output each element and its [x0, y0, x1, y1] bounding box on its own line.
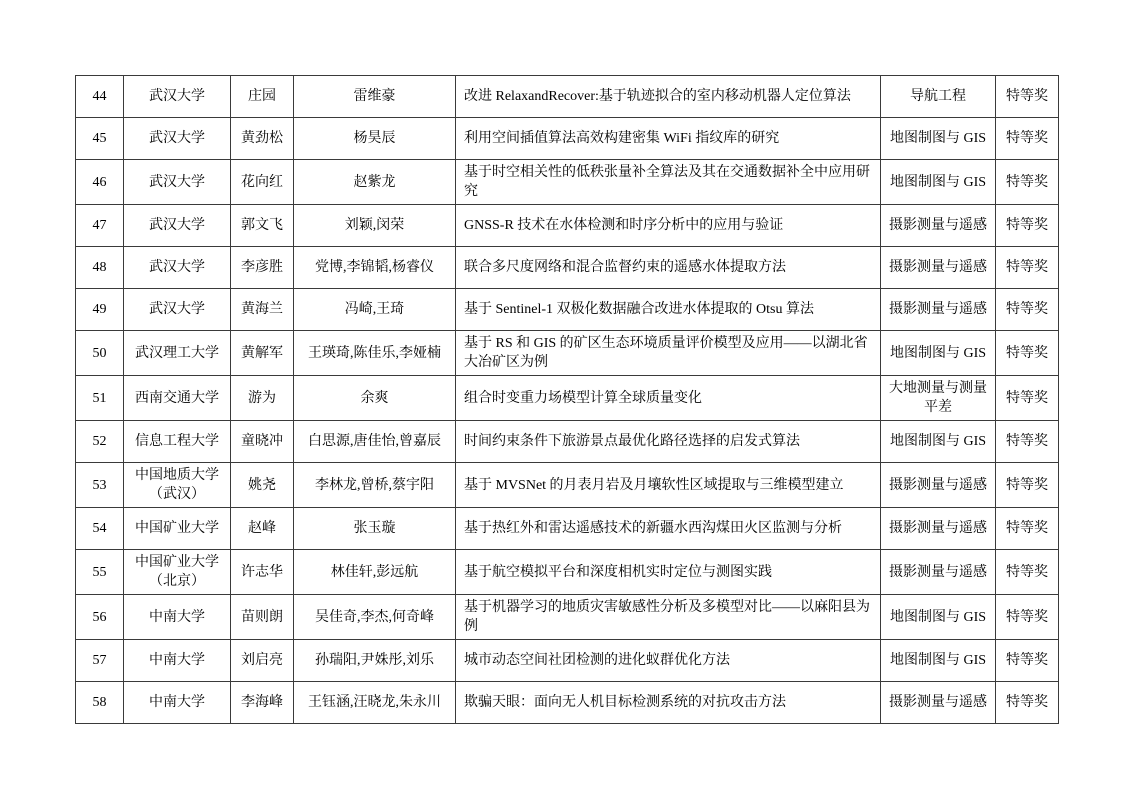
cell-index: 52: [76, 421, 124, 463]
cell-award: 特等奖: [996, 595, 1059, 640]
cell-title: 组合时变重力场模型计算全球质量变化: [456, 376, 881, 421]
cell-advisor: 姚尧: [231, 463, 294, 508]
table-row: [76, 421, 1059, 463]
cell-title: 联合多尺度网络和混合监督约束的遥感水体提取方法: [456, 247, 881, 289]
cell-university: 中南大学: [124, 682, 231, 724]
cell-category: 地图制图与 GIS: [881, 640, 996, 682]
cell-category: 摄影测量与遥感: [881, 205, 996, 247]
cell-category: 地图制图与 GIS: [881, 595, 996, 640]
cell-students: 白思源,唐佳怡,曾嘉辰: [294, 421, 456, 463]
cell-advisor: 李海峰: [231, 682, 294, 724]
cell-university: 中国地质大学（武汉）: [124, 463, 231, 508]
cell-title: 基于热红外和雷达遥感技术的新疆水西沟煤田火区监测与分析: [456, 508, 881, 550]
cell-category: 地图制图与 GIS: [881, 331, 996, 376]
cell-award: 特等奖: [996, 289, 1059, 331]
cell-university: 武汉大学: [124, 289, 231, 331]
table-row: [76, 331, 1059, 376]
cell-students: 李林龙,曾桥,蔡宇阳: [294, 463, 456, 508]
cell-award: 特等奖: [996, 508, 1059, 550]
cell-university: 中南大学: [124, 595, 231, 640]
table-row: [76, 595, 1059, 640]
cell-index: 57: [76, 640, 124, 682]
cell-category: 摄影测量与遥感: [881, 682, 996, 724]
table-row: [76, 463, 1059, 508]
table-row: [76, 682, 1059, 724]
cell-students: 雷维豪: [294, 76, 456, 118]
cell-category: 摄影测量与遥感: [881, 289, 996, 331]
cell-award: 特等奖: [996, 376, 1059, 421]
cell-title: GNSS-R 技术在水体检测和时序分析中的应用与验证: [456, 205, 881, 247]
cell-title: 基于 MVSNet 的月表月岩及月壤软性区域提取与三维模型建立: [456, 463, 881, 508]
cell-title: 基于时空相关性的低秩张量补全算法及其在交通数据补全中应用研究: [456, 160, 881, 205]
cell-university: 中国矿业大学（北京）: [124, 550, 231, 595]
table-row: [76, 550, 1059, 595]
cell-students: 杨昊辰: [294, 118, 456, 160]
cell-university: 武汉大学: [124, 247, 231, 289]
cell-index: 46: [76, 160, 124, 205]
cell-students: 党博,李锦韬,杨睿仪: [294, 247, 456, 289]
cell-index: 58: [76, 682, 124, 724]
table-row: [76, 376, 1059, 421]
cell-advisor: 李彦胜: [231, 247, 294, 289]
cell-university: 西南交通大学: [124, 376, 231, 421]
cell-index: 44: [76, 76, 124, 118]
cell-university: 武汉大学: [124, 205, 231, 247]
cell-category: 摄影测量与遥感: [881, 550, 996, 595]
cell-award: 特等奖: [996, 76, 1059, 118]
cell-advisor: 花向红: [231, 160, 294, 205]
cell-students: 王瑛琦,陈佳乐,李娅楠: [294, 331, 456, 376]
cell-advisor: 许志华: [231, 550, 294, 595]
cell-university: 中国矿业大学: [124, 508, 231, 550]
cell-index: 48: [76, 247, 124, 289]
cell-university: 武汉大学: [124, 160, 231, 205]
cell-students: 冯崎,王琦: [294, 289, 456, 331]
cell-award: 特等奖: [996, 463, 1059, 508]
cell-advisor: 郭文飞: [231, 205, 294, 247]
cell-category: 地图制图与 GIS: [881, 160, 996, 205]
cell-advisor: 童晓冲: [231, 421, 294, 463]
cell-award: 特等奖: [996, 640, 1059, 682]
cell-index: 51: [76, 376, 124, 421]
cell-title: 时间约束条件下旅游景点最优化路径选择的启发式算法: [456, 421, 881, 463]
cell-advisor: 苗则朗: [231, 595, 294, 640]
cell-advisor: 黄解军: [231, 331, 294, 376]
cell-index: 47: [76, 205, 124, 247]
cell-award: 特等奖: [996, 682, 1059, 724]
cell-category: 地图制图与 GIS: [881, 421, 996, 463]
table-row: [76, 118, 1059, 160]
cell-index: 55: [76, 550, 124, 595]
cell-students: 吴佳奇,李杰,何奇峰: [294, 595, 456, 640]
cell-advisor: 刘启亮: [231, 640, 294, 682]
cell-category: 摄影测量与遥感: [881, 247, 996, 289]
cell-index: 53: [76, 463, 124, 508]
cell-university: 中南大学: [124, 640, 231, 682]
cell-category: 摄影测量与遥感: [881, 508, 996, 550]
cell-award: 特等奖: [996, 247, 1059, 289]
cell-index: 49: [76, 289, 124, 331]
cell-university: 武汉大学: [124, 76, 231, 118]
cell-index: 56: [76, 595, 124, 640]
cell-index: 54: [76, 508, 124, 550]
cell-title: 基于 Sentinel-1 双极化数据融合改进水体提取的 Otsu 算法: [456, 289, 881, 331]
table-row: [76, 160, 1059, 205]
cell-category: 地图制图与 GIS: [881, 118, 996, 160]
table-row: [76, 205, 1059, 247]
cell-advisor: 庄园: [231, 76, 294, 118]
awards-table-container: [75, 75, 1059, 724]
cell-category: 摄影测量与遥感: [881, 463, 996, 508]
table-row: [76, 76, 1059, 118]
cell-advisor: 黄劲松: [231, 118, 294, 160]
cell-title: 欺骗天眼：面向无人机目标检测系统的对抗攻击方法: [456, 682, 881, 724]
cell-advisor: 游为: [231, 376, 294, 421]
cell-title: 利用空间插值算法高效构建密集 WiFi 指纹库的研究: [456, 118, 881, 160]
cell-students: 王钰涵,汪晓龙,朱永川: [294, 682, 456, 724]
table-row: [76, 289, 1059, 331]
awards-table: [75, 75, 1059, 724]
cell-title: 基于航空模拟平台和深度相机实时定位与测图实践: [456, 550, 881, 595]
table-row: [76, 247, 1059, 289]
cell-title: 基于机器学习的地质灾害敏感性分析及多模型对比——以麻阳县为例: [456, 595, 881, 640]
cell-title: 基于 RS 和 GIS 的矿区生态环境质量评价模型及应用——以湖北省大冶矿区为例: [456, 331, 881, 376]
cell-category: 导航工程: [881, 76, 996, 118]
cell-university: 武汉大学: [124, 118, 231, 160]
cell-award: 特等奖: [996, 118, 1059, 160]
cell-title: 改进 RelaxandRecover:基于轨迹拟合的室内移动机器人定位算法: [456, 76, 881, 118]
cell-award: 特等奖: [996, 550, 1059, 595]
cell-students: 张玉璇: [294, 508, 456, 550]
cell-award: 特等奖: [996, 160, 1059, 205]
cell-advisor: 赵峰: [231, 508, 294, 550]
cell-index: 45: [76, 118, 124, 160]
cell-students: 林佳轩,彭远航: [294, 550, 456, 595]
cell-index: 50: [76, 331, 124, 376]
cell-students: 刘颖,闵荣: [294, 205, 456, 247]
cell-students: 赵紫龙: [294, 160, 456, 205]
cell-students: 孙瑞阳,尹姝彤,刘乐: [294, 640, 456, 682]
cell-award: 特等奖: [996, 421, 1059, 463]
cell-category: 大地测量与测量平差: [881, 376, 996, 421]
cell-title: 城市动态空间社团检测的进化蚁群优化方法: [456, 640, 881, 682]
cell-university: 信息工程大学: [124, 421, 231, 463]
cell-students: 余爽: [294, 376, 456, 421]
cell-university: 武汉理工大学: [124, 331, 231, 376]
cell-advisor: 黄海兰: [231, 289, 294, 331]
table-row: [76, 508, 1059, 550]
cell-award: 特等奖: [996, 205, 1059, 247]
table-row: [76, 640, 1059, 682]
cell-award: 特等奖: [996, 331, 1059, 376]
